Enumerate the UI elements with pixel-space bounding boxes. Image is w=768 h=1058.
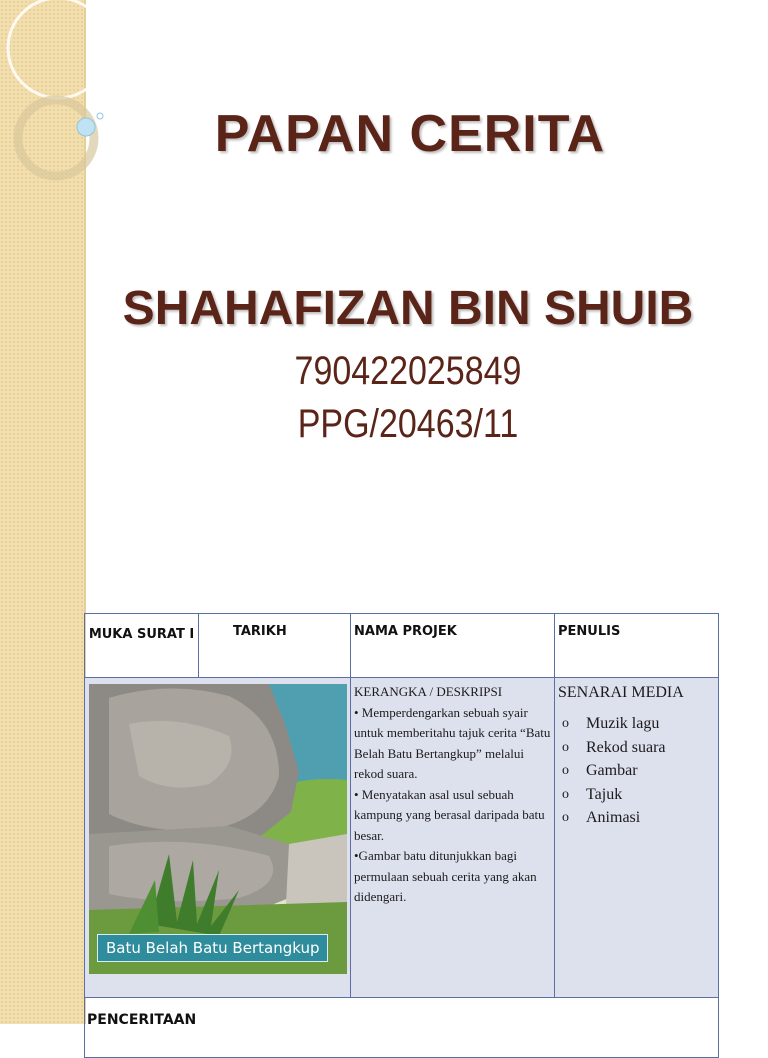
header-project-cell xyxy=(351,614,555,678)
footer-row xyxy=(85,998,719,1058)
description-line-3: •Gambar batu ditunjukkan bagi permulaan sebuah cerita yang akan didengari. xyxy=(354,848,537,904)
description-cell xyxy=(351,678,555,998)
footer-label: PENCERITAAN xyxy=(87,1012,197,1028)
storyboard-table xyxy=(84,613,719,1058)
media-item-label: Gambar xyxy=(586,762,638,779)
bullet-marker: o xyxy=(562,810,569,825)
header-writer-label: PENULIS xyxy=(558,624,621,639)
description-line-2: • Menyatakan asal usul sebuah kampung yang berasal daripada batu besar. xyxy=(354,786,545,843)
slide-title: PAPAN CERITA xyxy=(214,105,606,163)
bullet-marker: o xyxy=(562,739,569,755)
media-item-label: Muzik lagu xyxy=(586,715,660,732)
media-heading: SENARAI MEDIA xyxy=(558,684,684,701)
media-list-item xyxy=(562,736,715,760)
author-ref-number: PPG/20463/11 xyxy=(297,402,519,446)
media-list-item xyxy=(562,806,715,830)
author-id-number: 790422025849 xyxy=(294,349,522,393)
footer-cell xyxy=(85,998,719,1058)
media-list-item xyxy=(562,712,715,736)
media-item-label: Tajuk xyxy=(586,785,623,803)
media-item-label: Rekod suara xyxy=(586,738,666,756)
circle-ornament xyxy=(0,0,130,200)
header-page-cell xyxy=(85,614,199,678)
bullet-marker: o xyxy=(562,716,569,731)
bullet-marker: o xyxy=(562,786,569,802)
story-image xyxy=(89,684,347,974)
description-heading: KERANGKA / DESKRIPSI xyxy=(354,684,503,699)
header-writer-cell xyxy=(555,614,719,678)
bullet-marker: o xyxy=(562,763,569,778)
header-project-label: NAMA PROJEK xyxy=(354,624,457,639)
media-list-item xyxy=(562,783,715,807)
header-date-cell xyxy=(199,614,351,678)
storyboard-content-row xyxy=(85,678,719,998)
media-cell xyxy=(555,678,719,998)
media-list-item xyxy=(562,759,715,783)
image-caption: Batu Belah Batu Bertangkup xyxy=(97,934,328,962)
author-name: SHAHAFIZAN BIN SHUIB xyxy=(122,282,694,335)
media-item-label: Animasi xyxy=(586,809,641,826)
image-cell xyxy=(85,678,351,998)
table-header-row xyxy=(85,614,719,678)
description-line-1: • Memperdengarkan sebuah syair untuk memberitahu tajuk cerita “Batu Belah Batu Bertangkup” melalui rekod suara. xyxy=(354,704,551,781)
header-date-label: TARIKH xyxy=(233,624,287,639)
header-page-label: MUKA SURAT I xyxy=(88,627,195,642)
rock-illustration xyxy=(89,684,347,974)
media-list xyxy=(558,712,715,830)
